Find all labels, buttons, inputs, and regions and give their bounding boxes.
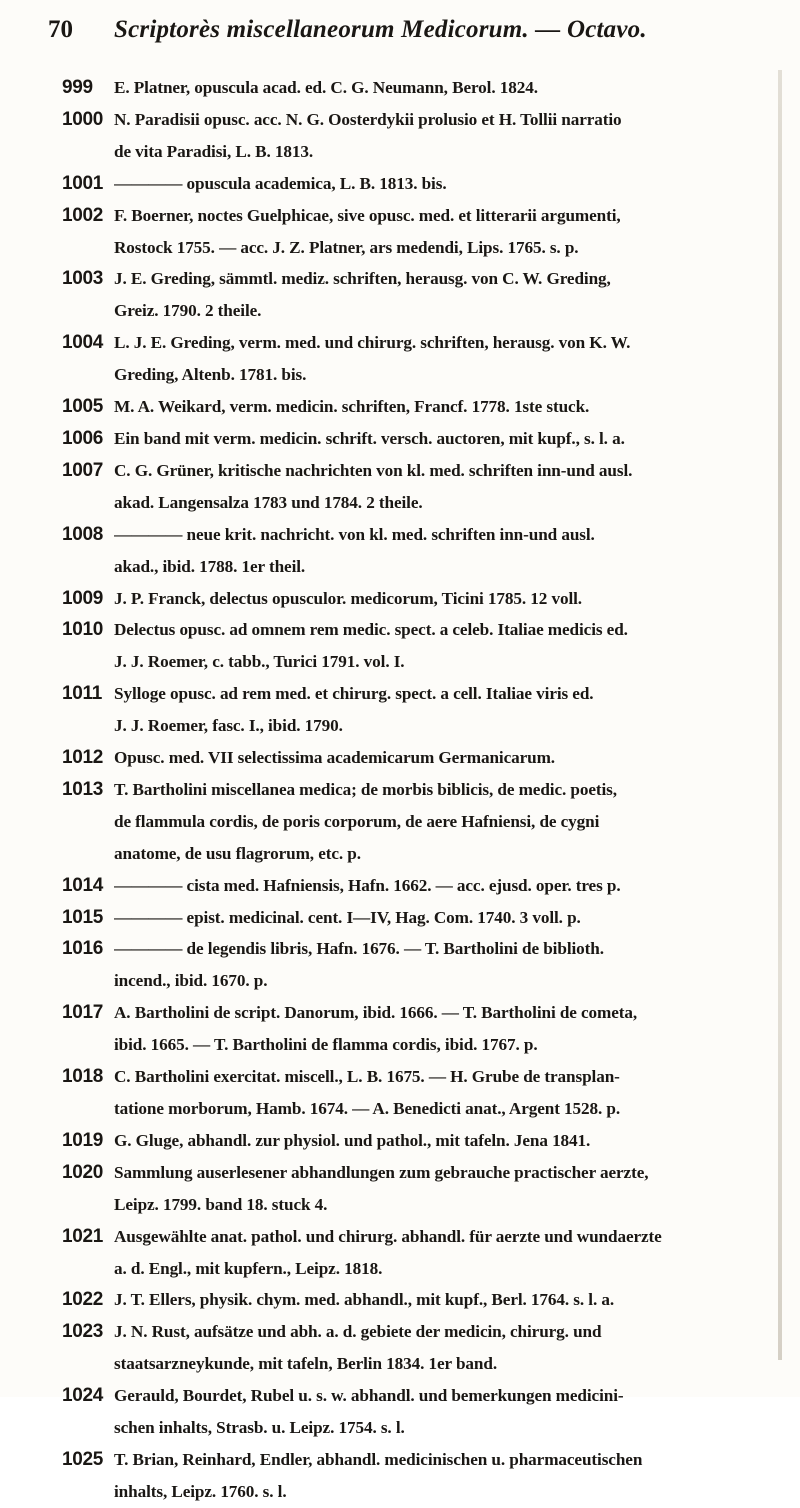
entry-text-line: J. J. Roemer, fasc. I., ibid. 1790. xyxy=(114,716,343,736)
entry-number: 1008 xyxy=(62,523,104,545)
entry-number: 1012 xyxy=(62,747,104,769)
entry-text-line: de vita Paradisi, L. B. 1813. xyxy=(114,141,314,161)
entry-number: 1016 xyxy=(62,938,104,960)
entry-text-line: Gerauld, Bourdet, Rubel u. s. w. abhandl. und bemerkungen medicini- xyxy=(114,1386,624,1406)
entry-number: 1011 xyxy=(62,683,103,705)
entry-text-line: C. Bartholini exercitat. miscell., L. B. 1675. — H. Grube de transplan- xyxy=(114,1067,620,1087)
catalogue-entry xyxy=(62,933,774,997)
catalogue-entry xyxy=(62,614,774,678)
catalogue-entry xyxy=(62,1444,774,1508)
entry-number: 1005 xyxy=(62,396,104,418)
catalogue-entry xyxy=(62,1380,774,1444)
entry-text-line: ———— epist. medicinal. cent. I—IV, Hag. Com. 1740. 3 voll. p. xyxy=(114,907,581,927)
entry-text-line: schen inhalts, Strasb. u. Leipz. 1754. s. l. xyxy=(114,1418,405,1438)
entry-number: 1022 xyxy=(62,1289,104,1311)
entry-text-line: G. Gluge, abhandl. zur physiol. und pathol., mit tafeln. Jena 1841. xyxy=(114,1130,591,1150)
catalogue-entry xyxy=(62,423,774,455)
catalogue-entry xyxy=(62,104,774,168)
entry-text-line: N. Paradisii opusc. acc. N. G. Oosterdykii prolusio et H. Tollii narratio xyxy=(114,109,622,129)
entry-text-line: T. Bartholini miscellanea medica; de morbis biblicis, de medic. poetis, xyxy=(114,779,617,799)
entry-text-line: a. d. Engl., mit kupfern., Leipz. 1818. xyxy=(114,1258,383,1278)
entry-text-line: ———— de legendis libris, Hafn. 1676. — T. Bartholini de biblioth. xyxy=(114,939,604,959)
entry-number: 1001 xyxy=(62,172,104,194)
entry-number: 1007 xyxy=(62,459,104,481)
entry-text-line: Delectus opusc. ad omnem rem medic. spect. a celeb. Italiae medicis ed. xyxy=(114,620,628,640)
entry-text-line: J. J. Roemer, c. tabb., Turici 1791. vol. I. xyxy=(114,652,405,672)
entry-number: 999 xyxy=(62,77,93,98)
entry-text-line: Greiz. 1790. 2 theile. xyxy=(114,301,262,321)
entry-number: 1000 xyxy=(62,108,104,130)
entry-text-line: E. Platner, opuscula acad. ed. C. G. Neumann, Berol. 1824. xyxy=(114,78,538,97)
entry-list xyxy=(62,72,774,1508)
catalogue-entry xyxy=(62,902,774,934)
catalogue-entry xyxy=(62,583,774,615)
page-number: 70 xyxy=(48,16,73,43)
entry-text-line: M. A. Weikard, verm. medicin. schriften, Francf. 1778. 1ste stuck. xyxy=(114,397,590,417)
entry-number: 1025 xyxy=(62,1448,104,1470)
entry-text-line: L. J. E. Greding, verm. med. und chirurg. schriften, herausg. von K. W. xyxy=(114,333,631,353)
entry-number: 1002 xyxy=(62,204,104,226)
entry-text-line: de flammula cordis, de poris corporum, de aere Hafniensi, de cygni xyxy=(114,811,600,831)
catalogue-entry xyxy=(62,1221,774,1285)
entry-text-line: ———— opuscula academica, L. B. 1813. bis. xyxy=(114,173,447,193)
entry-text-line: ———— cista med. Hafniensis, Hafn. 1662. — acc. ejusd. oper. tres p. xyxy=(114,875,621,895)
entry-number: 1010 xyxy=(62,619,104,641)
running-title: Scriptorès miscellaneorum Medicorum. — Octavo. xyxy=(114,16,647,43)
entry-number: 1009 xyxy=(62,587,104,609)
entry-text-line: T. Brian, Reinhard, Endler, abhandl. medicinischen u. pharmaceutischen xyxy=(114,1449,643,1469)
entry-number: 1004 xyxy=(62,332,104,354)
catalogue-entry xyxy=(62,1284,774,1316)
entry-text-line: staatsarzneykunde, mit tafeln, Berlin 1834. 1er band. xyxy=(114,1354,498,1374)
entry-text-line: ibid. 1665. — T. Bartholini de flamma cordis, ibid. 1767. p. xyxy=(114,1035,538,1055)
entry-text-line: C. G. Grüner, kritische nachrichten von kl. med. schriften inn-und ausl. xyxy=(114,460,633,480)
entry-text-line: Ein band mit verm. medicin. schrift. versch. auctoren, mit kupf., s. l. a. xyxy=(114,428,625,448)
catalogue-entry xyxy=(62,391,774,423)
entry-text-line: J. P. Franck, delectus opusculor. medicorum, Ticini 1785. 12 voll. xyxy=(114,588,582,608)
catalogue-entry xyxy=(62,678,774,742)
catalogue-entry xyxy=(62,263,774,327)
catalogue-entry xyxy=(62,72,774,104)
catalogue-entry xyxy=(62,455,774,519)
catalogue-entry xyxy=(62,519,774,583)
catalogue-entry xyxy=(62,870,774,902)
entry-number: 1015 xyxy=(62,906,104,928)
catalogue-entry xyxy=(62,168,774,200)
catalogue-entry xyxy=(62,1061,774,1125)
entry-text-line: Rostock 1755. — acc. J. Z. Platner, ars medendi, Lips. 1765. s. p. xyxy=(114,237,579,257)
entry-number: 1019 xyxy=(62,1129,104,1151)
entry-number: 1021 xyxy=(62,1225,104,1247)
entry-number: 1013 xyxy=(62,778,104,800)
page-header xyxy=(48,14,768,50)
page-edge-shadow xyxy=(778,70,782,1360)
entry-text-line: inhalts, Leipz. 1760. s. l. xyxy=(114,1481,287,1501)
entry-text-line: J. N. Rust, aufsätze und abh. a. d. gebiete der medicin, chirurg. und xyxy=(114,1322,602,1342)
entry-text-line: akad., ibid. 1788. 1er theil. xyxy=(114,556,306,576)
catalogue-entry xyxy=(62,742,774,774)
entry-text-line: tatione morborum, Hamb. 1674. — A. Benedicti anat., Argent 1528. p. xyxy=(114,1099,621,1118)
entry-text-line: Sammlung auserlesener abhandlungen zum gebrauche practischer aerzte, xyxy=(114,1162,649,1182)
entry-text-line: anatome, de usu flagrorum, etc. p. xyxy=(114,843,361,863)
entry-number: 1003 xyxy=(62,268,104,290)
entry-number: 1014 xyxy=(62,874,104,896)
catalogue-entry xyxy=(62,997,774,1061)
entry-text-line: Opusc. med. VII selectissima academicarum Germanicarum. xyxy=(114,748,555,768)
entry-number: 1024 xyxy=(62,1385,104,1407)
entry-text-line: Ausgewählte anat. pathol. und chirurg. abhandl. für aerzte und wundaerzte xyxy=(114,1226,662,1246)
catalogue-entry xyxy=(62,200,774,264)
entry-number: 1017 xyxy=(62,1002,104,1024)
entry-text-line: incend., ibid. 1670. p. xyxy=(114,971,268,991)
entry-text-line: J. T. Ellers, physik. chym. med. abhandl., mit kupf., Berl. 1764. s. l. a. xyxy=(114,1290,615,1310)
entry-number: 1018 xyxy=(62,1066,104,1088)
entry-text-line: Sylloge opusc. ad rem med. et chirurg. spect. a cell. Italiae viris ed. xyxy=(114,684,594,704)
entry-text-line: Greding, Altenb. 1781. bis. xyxy=(114,365,307,385)
catalogue-entry xyxy=(62,327,774,391)
entry-text-line: F. Boerner, noctes Guelphicae, sive opusc. med. et litterarii argumenti, xyxy=(114,205,621,225)
catalogue-entry xyxy=(62,1316,774,1380)
entry-text-line: J. E. Greding, sämmtl. mediz. schriften, herausg. von C. W. Greding, xyxy=(114,269,611,289)
catalogue-entry xyxy=(62,774,774,870)
entry-number: 1020 xyxy=(62,1161,104,1183)
entry-number: 1006 xyxy=(62,427,104,449)
entry-number: 1023 xyxy=(62,1321,104,1343)
entry-text-line: A. Bartholini de script. Danorum, ibid. 1666. — T. Bartholini de cometa, xyxy=(114,1003,638,1023)
catalogue-entry xyxy=(62,1125,774,1157)
entry-text-line: Leipz. 1799. band 18. stuck 4. xyxy=(114,1194,328,1214)
entry-text-line: akad. Langensalza 1783 und 1784. 2 theile. xyxy=(114,492,423,512)
entry-text-line: ———— neue krit. nachricht. von kl. med. schriften inn-und ausl. xyxy=(114,524,595,544)
catalogue-entry xyxy=(62,1157,774,1221)
